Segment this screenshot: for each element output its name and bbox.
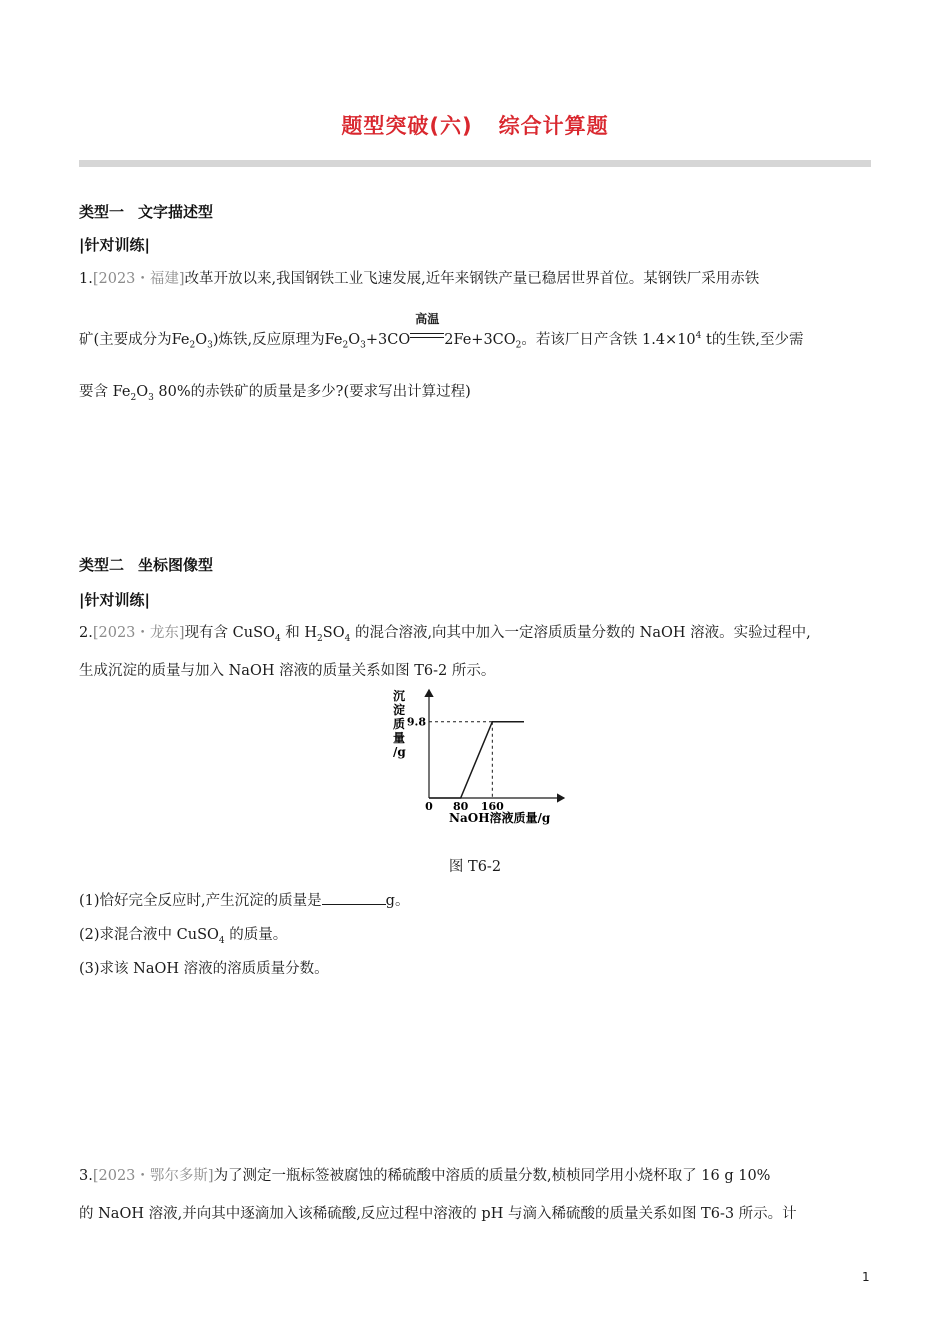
reaction-equal-sign — [410, 312, 444, 346]
reaction-condition: 高温 — [415, 312, 440, 326]
q2-subquestion-2: (2)求混合液中 CuSO$_4$ 的质量。 — [79, 927, 288, 946]
page-number: 1 — [862, 1270, 870, 1284]
origin-label: 0 — [425, 800, 433, 813]
title-main: 题型突破(六) — [341, 114, 473, 138]
y-axis-label-char: 质 — [393, 717, 406, 731]
q3-line-2: 的 NaOH 溶液,并向其中逐滴加入该稀硫酸,反应过程中溶液的 pH 与滴入稀硫酸的质量关系如图 T6-3 所示。计 — [79, 1206, 797, 1222]
section-heading-1: 类型一 文字描述型 — [79, 203, 214, 221]
answer-blank[interactable] — [322, 890, 386, 905]
x-tick-label: 80 — [453, 800, 469, 813]
section-heading-2: 类型二 坐标图像型 — [79, 556, 214, 574]
y-tick-label: 9.8 — [406, 715, 426, 729]
y-axis-label-char: 淀 — [393, 703, 406, 717]
figure-caption: 图 T6-2 — [448, 859, 502, 875]
practice-tag-1: |针对训练| — [79, 236, 150, 254]
q1-line-2: 矿(主要成分为$Fe_2O_3$)炼铁,反应原理为$Fe_2O_3+3CO$ 高温 $2Fe+3CO_2$。若该厂日产含铁 $1.4\times 10^4$ t的生铁,至少需 — [79, 326, 874, 356]
q1-line-3: 要含 $Fe_2O_3$ 80%的赤铁矿的质量是多少?(要求写出计算过程) — [79, 384, 471, 403]
q2-line-1: 2.[2023・龙东]现有含 CuSO$_4$ 和 $H_2SO_4$ 的混合溶液,向其中加入一定溶质质量分数的 NaOH 溶液。实验过程中, — [79, 625, 811, 644]
y-axis-label — [393, 688, 406, 759]
q3-line-1: 3.[2023・鄂尔多斯]为了测定一瓶标签被腐蚀的稀硫酸中溶质的质量分数,桢桢同学用小烧杯取了 16 g 10% — [79, 1168, 771, 1184]
q1-source: [2023・福建] — [92, 271, 185, 287]
figure-t6-2 — [380, 685, 580, 830]
x-tick-label: 160 — [480, 800, 504, 813]
q2-source: [2023・龙东] — [92, 625, 185, 641]
q2-line-2: 生成沉淀的质量与加入 NaOH 溶液的质量关系如图 T6-2 所示。 — [79, 663, 496, 679]
page-title — [0, 110, 950, 140]
q2-subquestion-1: (1)恰好完全反应时,产生沉淀的质量是 g。 — [79, 890, 874, 911]
title-divider — [79, 160, 871, 167]
q3-source: [2023・鄂尔多斯] — [92, 1168, 214, 1184]
precipitate-series-line — [429, 722, 524, 798]
q2-subquestion-3: (3)求该 NaOH 溶液的溶质质量分数。 — [79, 961, 329, 977]
y-axis-label-char: 量 — [393, 731, 406, 745]
y-axis-label-char: /g — [393, 745, 406, 759]
x-axis-label: NaOH溶液质量/g — [449, 811, 551, 825]
title-sub: 综合计算题 — [498, 114, 609, 138]
y-axis-label-char: 沉 — [393, 689, 406, 703]
practice-tag-2: |针对训练| — [79, 591, 150, 609]
q1-line-1: 1.[2023・福建]改革开放以来,我国钢铁工业飞速发展,近年来钢铁产量已稳居世界首位。某钢铁厂采用赤铁 — [79, 271, 760, 287]
